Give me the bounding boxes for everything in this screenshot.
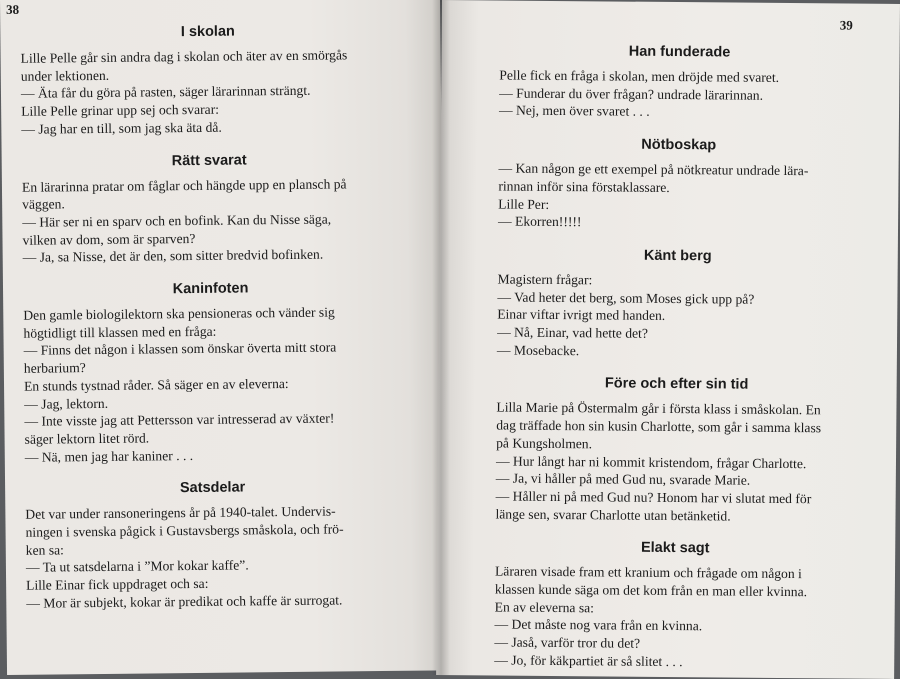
text-line: — Det måste nog vara från en kvinna. bbox=[494, 616, 703, 634]
text-line: — Jo, för käkpartiet är så slitet . . . bbox=[494, 652, 683, 669]
text-line: — Jag har en till, som jag ska äta då. bbox=[21, 119, 222, 137]
left-page bbox=[0, 0, 447, 675]
text-line: — Nå, Einar, vad hette det? bbox=[497, 324, 648, 341]
text-line: Läraren visade fram ett kranium och frågade om någon i bbox=[494, 563, 802, 582]
text-line: — Mosebacke. bbox=[496, 342, 580, 358]
section-title: Satsdelar bbox=[179, 479, 246, 497]
text-line: — Kan någon ge ett exempel på nötkreatur undrade lära- bbox=[498, 160, 809, 179]
text-line: — Ja, vi håller på med Gud nu, svarade Marie. bbox=[495, 470, 751, 488]
joke-section bbox=[499, 41, 860, 123]
right-text-block bbox=[494, 41, 860, 679]
joke-section bbox=[22, 148, 398, 266]
text-line: säger lektorn litet rörd. bbox=[24, 430, 150, 447]
text-line: — Jaså, varför tror du det? bbox=[494, 634, 641, 651]
text-line: vilken av dom, som är sparven? bbox=[22, 230, 196, 248]
text-line: — Mor är subjekt, kokar är predikat och kaffe är surrogat. bbox=[26, 592, 343, 611]
joke-section bbox=[23, 277, 400, 466]
left-text-block bbox=[20, 20, 401, 626]
text-line: — Ta ut satsdelarna i ”Mor kokar kaffe”. bbox=[25, 557, 249, 576]
text-line: — Jag, lektorn. bbox=[24, 395, 109, 412]
joke-section bbox=[25, 476, 401, 612]
text-line: — Här ser ni en sparv och en bofink. Kan du Nisse säga, bbox=[22, 211, 332, 230]
text-line: — Håller ni på med Gud nu? Honom har vi slutat med för bbox=[495, 488, 812, 507]
text-line: ken sa: bbox=[25, 542, 64, 558]
section-title: I skolan bbox=[180, 23, 235, 41]
text-line: Lille Pelle grinar upp sej och svarar: bbox=[21, 101, 220, 119]
text-line: på Kungsholmen. bbox=[496, 435, 593, 452]
text-line: dag träffade hon sin kusin Charlotte, som går i samma klass bbox=[496, 417, 822, 436]
text-line: En av eleverna sa: bbox=[494, 599, 595, 616]
joke-section bbox=[497, 244, 858, 362]
text-line: Den gamle biologilektorn ska pensioneras och vänder sig bbox=[23, 304, 335, 323]
text-line: Pelle fick en fråga i skolan, men dröjde med svaret. bbox=[499, 67, 780, 85]
text-line: — Finns det någon i klassen som önskar överta mitt stora bbox=[23, 339, 337, 359]
page-number: 39 bbox=[839, 17, 853, 33]
text-line: — Vad heter det berg, som Moses gick upp på? bbox=[497, 289, 755, 307]
section-title: Elakt sagt bbox=[640, 540, 710, 557]
text-line: Lilla Marie på Östermalm går i första klass i småskolan. En bbox=[496, 399, 821, 418]
text-line: klassen kunde säga om det kom från en man eller kvinna. bbox=[494, 581, 808, 600]
text-line: Lille Pelle går sin andra dag i skolan och äter av en smörgås bbox=[20, 47, 348, 66]
text-line: länge sen, svarar Charlotte utan betänketid. bbox=[495, 506, 731, 524]
joke-section bbox=[20, 20, 396, 138]
section-title: Han funderade bbox=[628, 43, 731, 61]
section-title: Nötboskap bbox=[641, 136, 717, 154]
section-title: Känt berg bbox=[643, 247, 712, 265]
text-line: — Äta får du göra på rasten, säger lärarinnan strängt. bbox=[20, 83, 311, 102]
text-line: — Ja, sa Nisse, det är den, som sitter bredvid bofinken. bbox=[22, 246, 324, 266]
text-line: Lille Per: bbox=[498, 196, 550, 212]
section-title: Före och efter sin tid bbox=[604, 375, 749, 394]
joke-section bbox=[494, 537, 855, 672]
book-gutter-shadow bbox=[432, 0, 450, 675]
text-line: — Ekorren!!!!! bbox=[498, 213, 582, 230]
text-line: — Funderar du över frågan? undrade lärarinnan. bbox=[499, 85, 764, 103]
joke-section bbox=[498, 134, 859, 234]
joke-section bbox=[495, 373, 856, 526]
text-line: ningen i svenska pågick i Gustavsbergs småskola, och frö- bbox=[25, 521, 344, 540]
text-line: högtidligt till klassen med en fråga: bbox=[23, 323, 217, 341]
right-page bbox=[436, 0, 900, 679]
text-line: Magistern frågar: bbox=[497, 271, 593, 288]
text-line: väggen. bbox=[22, 196, 65, 212]
text-line: En stunds tystnad råder. Så säger en av eleverna: bbox=[23, 375, 289, 394]
text-line: Einar viftar ivrigt med handen. bbox=[497, 306, 666, 324]
text-line: — Inte visste jag att Pettersson var intresserad av växter! bbox=[24, 410, 335, 430]
section-title: Kaninfoten bbox=[172, 280, 249, 298]
text-line: Det var under ransoneringens år på 1940-talet. Undervis- bbox=[25, 503, 336, 523]
page-number: 38 bbox=[6, 1, 20, 17]
text-line: — Nä, men jag har kaniner . . . bbox=[24, 447, 194, 465]
text-line: rinnan inför sina förstaklassare. bbox=[498, 178, 670, 195]
text-line: herbarium? bbox=[23, 360, 86, 376]
text-line: En lärarinna pratar om fåglar och hängde upp en plansch på bbox=[21, 175, 347, 195]
text-line: — Nej, men över svaret . . . bbox=[498, 102, 650, 120]
text-line: Lille Einar fick uppdraget och sa: bbox=[26, 576, 209, 593]
section-title: Rätt svarat bbox=[171, 151, 247, 169]
text-line: — Hur långt har ni kommit kristendom, frågar Charlotte. bbox=[495, 453, 807, 471]
text-line: under lektionen. bbox=[20, 67, 110, 84]
